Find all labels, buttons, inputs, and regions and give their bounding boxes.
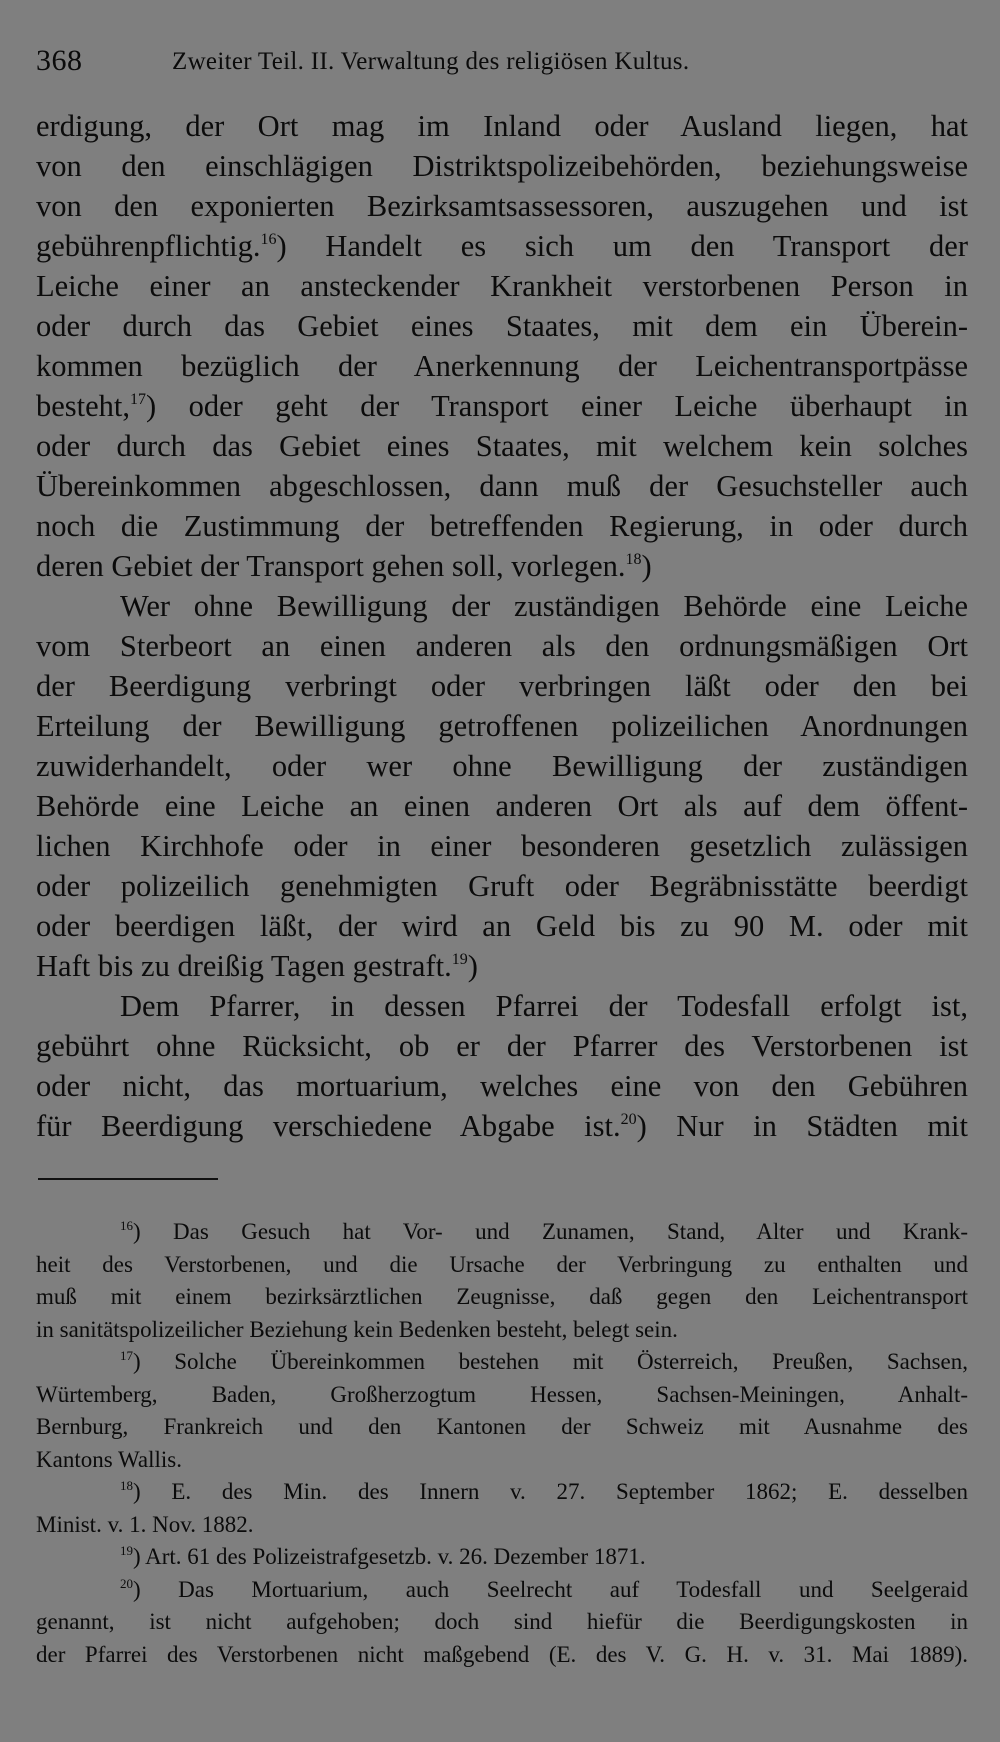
text-line: oder durch das Gebiet eines Staates, mit dem ein Überein- <box>36 309 968 343</box>
text-line: vom Sterbeort an einen anderen als den ordnungsmäßigen Ort <box>36 629 968 663</box>
footnote-line: heit des Verstorbenen, und die Ursache der Verbringung zu enthalten und <box>36 1251 968 1277</box>
footnote-marker: 20 <box>620 1111 637 1128</box>
text-line: von den einschlägigen Distriktspolizeibehörden, beziehungsweise <box>36 149 968 183</box>
text-line: oder polizeilich genehmigten Gruft oder Begräbnisstätte beerdigt <box>36 869 968 903</box>
text-line: Wer ohne Bewilligung der zuständigen Behörde eine Leiche <box>120 589 968 623</box>
footnote-line: $^{17}$) Solche Übereinkommen bestehen mit Österreich, Preußen, Sachsen, <box>120 1348 968 1374</box>
text-line: noch die Zustimmung der betreffenden Regierung, in oder durch <box>36 509 968 543</box>
footnote-number: 16 <box>120 1218 133 1233</box>
text-line: der Beerdigung verbringt oder verbringen läßt oder den bei <box>36 669 968 703</box>
text-line: Haft bis zu dreißig Tagen gestraft.$^{19}$) <box>36 949 478 983</box>
text-line: gebührenpflichtig.$^{16}$) Handelt es sich um den Transport der <box>36 229 968 263</box>
footnote-line: genannt, ist nicht aufgehoben; doch sind hiefür die Beerdigungskosten in <box>36 1609 968 1634</box>
text-line: Dem Pfarrer, in dessen Pfarrei der Todesfall erfolgt ist, <box>120 989 968 1023</box>
footnote-line: $^{16}$) Das Gesuch hat Vor- und Zunamen, Stand, Alter und Krank- <box>120 1218 968 1244</box>
footnote-line: Minist. v. 1. Nov. 1882. <box>36 1511 254 1537</box>
footnote-line: Würtemberg, Baden, Großherzogtum Hessen, Sachsen-Meiningen, Anhalt- <box>36 1381 968 1407</box>
footnote-line: $^{18}$) E. des Min. des Innern v. 27. September 1862; E. desselben <box>120 1478 968 1504</box>
text-line: Behörde eine Leiche an einen anderen Ort als auf dem öffent- <box>36 789 968 823</box>
page-number: 368 <box>36 44 83 77</box>
text-line: oder nicht, das mortuarium, welches eine von den Gebühren <box>36 1069 968 1103</box>
footnote-rule <box>38 1178 218 1180</box>
text-line: von den exponierten Bezirksamtsassessoren, auszugehen und ist <box>36 189 968 223</box>
footnote-number: 18 <box>120 1478 133 1493</box>
text-line: zuwiderhandelt, oder wer ohne Bewilligung der zuständigen <box>36 749 968 783</box>
footnote-marker: 16 <box>260 231 277 248</box>
footnote-line: der Pfarrei des Verstorbenen nicht maßgebend (E. des V. G. H. v. 31. Mai 1889). <box>36 1641 968 1667</box>
text-line: Erteilung der Bewilligung getroffenen polizeilichen Anordnungen <box>36 709 968 743</box>
text-line: deren Gebiet der Transport gehen soll, vorlegen.$^{18}$) <box>36 549 652 583</box>
footnote-line: $^{19}$) Art. 61 des Polizeistrafgesetzb. v. 26. Dezember 1871. <box>120 1543 646 1569</box>
footnote-line: Kantons Wallis. <box>36 1446 182 1472</box>
text-line: Leiche einer an ansteckender Krankheit verstorbenen Person in <box>36 269 968 303</box>
footnote-line: $^{20}$) Das Mortuarium, auch Seelrecht auf Todesfall und Seelgeraid <box>120 1575 968 1602</box>
text-line: oder durch das Gebiet eines Staates, mit welchem kein solches <box>36 429 968 463</box>
footnote-number: 19 <box>120 1543 133 1558</box>
footnote-number: 20 <box>120 1575 133 1591</box>
footnote-number: 17 <box>120 1348 133 1363</box>
text-line: besteht,$^{17}$) oder geht der Transport einer Leiche überhaupt in <box>36 389 968 423</box>
footnote-line: Bernburg, Frankreich und den Kantonen der Schweiz mit Ausnahme des <box>36 1414 968 1439</box>
text-line: oder beerdigen läßt, der wird an Geld bis zu 90 M. oder mit <box>36 909 968 943</box>
page-header <box>36 44 966 84</box>
footnote-marker: 17 <box>130 391 147 408</box>
text-line: erdigung, der Ort mag im Inland oder Ausland liegen, hat <box>36 109 968 143</box>
footnote-line: in sanitätspolizeilicher Beziehung kein Bedenken besteht, belegt sein. <box>36 1316 678 1342</box>
text-line: gebührt ohne Rücksicht, ob er der Pfarrer des Verstorbenen ist <box>36 1029 968 1063</box>
running-title: Zweiter Teil. II. Verwaltung des religiösen Kultus. <box>172 48 690 75</box>
text-line: für Beerdigung verschiedene Abgabe ist.$^{20}$) Nur in Städten mit <box>36 1109 968 1143</box>
footnotes <box>36 1216 968 1671</box>
footnote-marker: 18 <box>625 551 642 568</box>
footnote-marker: 19 <box>451 951 468 968</box>
footnote-line: muß mit einem bezirksärztlichen Zeugnisse, daß gegen den Leichentransport <box>36 1284 968 1309</box>
text-line: Übereinkommen abgeschlossen, dann muß der Gesuchsteller auch <box>36 469 968 503</box>
text-line: lichen Kirchhofe oder in einer besonderen gesetzlich zulässigen <box>36 829 968 863</box>
text-line: kommen bezüglich der Anerkennung der Leichentransportpässe <box>36 349 968 383</box>
main-text <box>36 106 968 1146</box>
